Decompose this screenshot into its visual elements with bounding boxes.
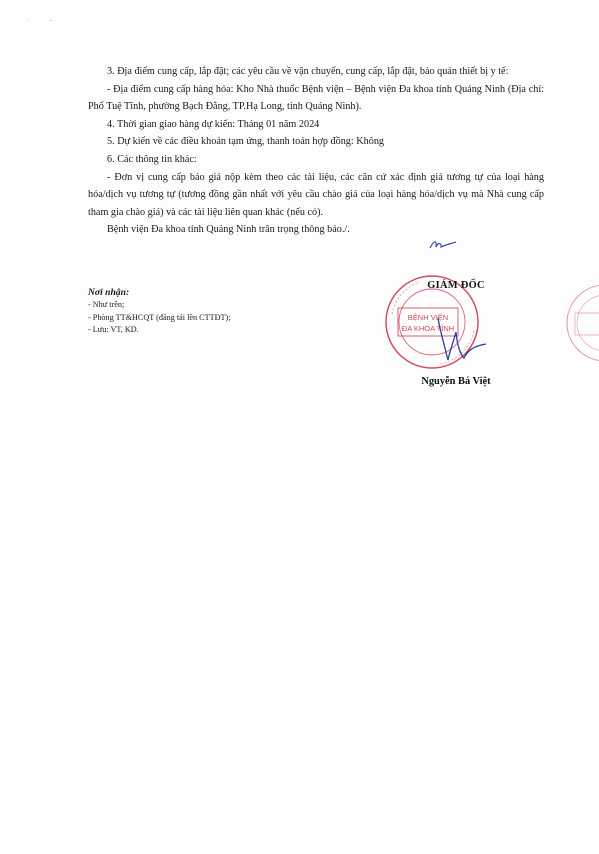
paragraph-other-info-heading: 6. Các thông tin khác: — [107, 153, 197, 165]
handwritten-signature — [430, 310, 490, 370]
paragraph-payment-terms: 5. Dự kiến về các điều khoản tạm ứng, thanh toán hợp đồng: Không — [107, 136, 385, 148]
director-title: GIÁM ĐỐC — [427, 280, 485, 291]
paragraph-delivery-time: 4. Thời gian giao hàng dự kiến: Tháng 01 năm 2024 — [107, 118, 320, 130]
recipients-block — [88, 286, 338, 337]
paragraph-closing: Bệnh viện Đa khoa tỉnh Quảng Ninh trân trọng thông báo./. — [107, 224, 350, 236]
recipient-item: - Như trên; — [88, 300, 125, 309]
partial-stamp-edge — [565, 275, 599, 370]
paragraph-delivery-location-requirements: 3. Địa điểm cung cấp, lắp đặt; các yêu cầu về vận chuyển, cung cấp, lắp đặt, bảo quản thiết bị y tế: — [107, 66, 509, 77]
stamp-line: ĐA KHOA TỈNH — [401, 324, 455, 333]
recipient-item: - Lưu: VT, KD. — [88, 325, 139, 335]
stamp-line: BỆNH VIỆN — [407, 313, 449, 322]
scan-mark: - — [50, 18, 52, 24]
paragraph-delivery-address: - Địa điểm cung cấp hàng hóa: Kho Nhà thuốc Bệnh viện – Bệnh viện Đa khoa tỉnh Quảng Ninh (Địa chỉ: Phố Tuệ Tĩnh, phường Bạch Đằng, TP.Hạ Long, tỉnh Quảng Ninh). — [88, 83, 544, 113]
recipients-heading: Nơi nhận: — [88, 287, 130, 298]
recipient-item: - Phòng TT&HCQT (đăng tải lên CTTĐT); — [88, 312, 231, 322]
handwritten-initial — [428, 236, 458, 252]
paragraph-other-info: - Đơn vị cung cấp báo giá nộp kèm theo các tài liệu, các căn cứ xác định giá tương tự của loại hàng hóa/dịch vụ tương tự (tương đồng gần nhất với yêu cầu chào giá của loại hàng hóa/dịch vụ mà Nhà cung cấp tham gia chào giá) và các tài liệu liên quan khác (nếu có). — [88, 171, 544, 218]
document-body — [88, 63, 544, 239]
scan-mark: · — [27, 18, 29, 24]
signer-name: Nguyễn Bá Việt — [421, 376, 491, 387]
